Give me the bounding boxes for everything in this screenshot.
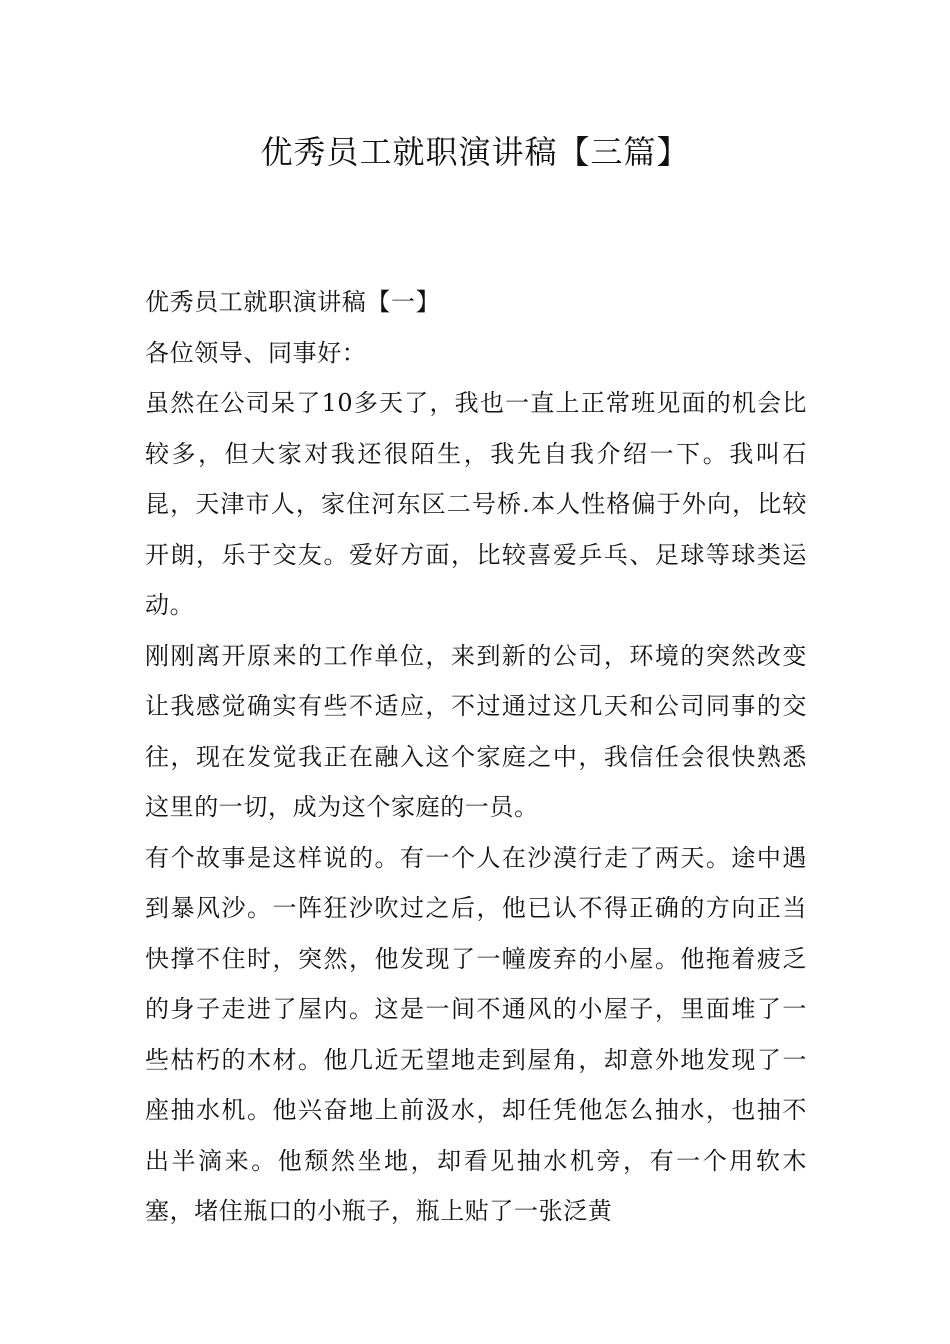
document-body xyxy=(145,277,807,1237)
salutation: 各位领导、同事好： xyxy=(145,338,367,367)
section-heading: 优秀员工就职演讲稿【一】 xyxy=(145,288,441,316)
paragraph: 刚刚离开原来的工作单位，来到新的公司，环境的突然改变让我感觉确实有些不适应，不过通过这几天和公司同事的交往，现在发觉我正在融入这个家庭之中，我信任会很快熟悉这里的一切，成为这个家庭的一员。 xyxy=(145,641,807,821)
paragraph: 有个故事是这样说的。有一个人在沙漠行走了两天。途中遇到暴风沙。一阵狂沙吹过之后，他已认不得正确的方向正当快撑不住时，突然，他发现了一幢废弃的小屋。他拖着疲乏的身子走进了屋内。这是一间不通风的小屋子，里面堆了一些枯朽的木材。他几近无望地走到屋角，却意外地发现了一座抽水机。他兴奋地上前汲水，却任凭他怎么抽水，也抽不出半滴来。他颓然坐地，却看见抽水机旁，有一个用软木塞，堵住瓶口的小瓶子，瓶上贴了一张泛黄 xyxy=(145,843,807,1225)
paragraph: 虽然在公司呆了10多天了，我也一直上正常班见面的机会比较多，但大家对我还很陌生，我先自我介绍一下。我叫石昆，天津市人，家住河东区二号桥.本人性格偏于外向，比较开朗，乐于交友。爱好方面，比较喜爱乒乓、足球等球类运动。 xyxy=(145,389,807,619)
document-title: 优秀员工就职演讲稿【三篇】 xyxy=(260,133,690,171)
